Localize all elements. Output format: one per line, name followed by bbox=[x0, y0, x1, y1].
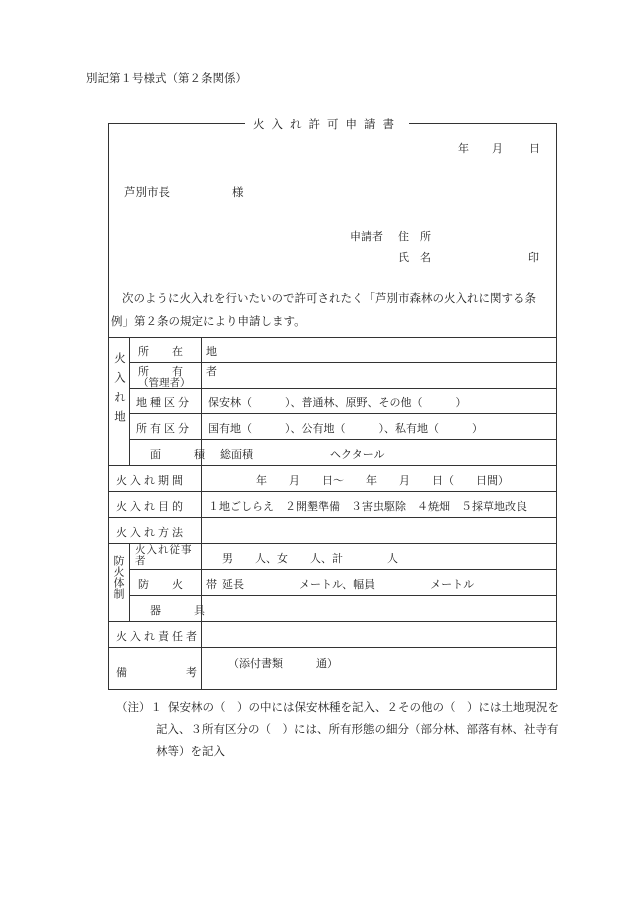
purpose-label: 火入れ目的 bbox=[116, 500, 186, 513]
note-line2: 記入、３所有区分の（ ）には、所有形態の細分（部分林、部落有林、社寺有 bbox=[156, 722, 559, 736]
note-prefix: （注）１ bbox=[116, 700, 162, 714]
addressee-name: 芦別市長 bbox=[124, 185, 170, 199]
period-value[interactable]: 年 月 日～ 年 月 日（ 日間） bbox=[256, 474, 509, 487]
period-label: 火入れ期間 bbox=[116, 474, 186, 487]
method-label: 火入れ方法 bbox=[116, 526, 186, 539]
location-field[interactable] bbox=[205, 340, 553, 360]
addressee-honorific: 様 bbox=[232, 185, 244, 199]
area-prefix: 総面積 bbox=[220, 448, 253, 461]
form-title: 火入れ許可申請書 bbox=[245, 116, 409, 132]
seal-mark: 印 bbox=[528, 251, 539, 264]
note-line3: 林等）を記入 bbox=[156, 744, 225, 758]
applicant-address-label: 住 所 bbox=[398, 230, 431, 243]
firebreak-label: 防 火 帯 bbox=[138, 578, 223, 591]
workers-value[interactable]: 男 人、女 人、計 人 bbox=[222, 552, 398, 565]
ownership-category-value[interactable]: 国有地（ ）、公有地（ ）、私有地（ ） bbox=[208, 422, 483, 435]
fire-prevention-group-label: 防火体制 bbox=[112, 555, 125, 599]
equipment-label: 器 具 bbox=[150, 604, 205, 617]
area-unit: ヘクタール bbox=[330, 448, 385, 461]
workers-label: 火入れ従事者 bbox=[135, 544, 193, 567]
ownership-category-label: 所有区分 bbox=[136, 422, 192, 435]
date-day: 日 bbox=[529, 142, 540, 155]
applicant-name-label: 氏 名 bbox=[398, 251, 431, 264]
remarks-value[interactable]: （添付書類 通） bbox=[228, 657, 338, 670]
remarks-label-right: 考 bbox=[186, 666, 197, 679]
applicant-label: 申請者 bbox=[350, 230, 383, 243]
land-group-label: 火入れ地 bbox=[113, 352, 127, 430]
remarks-label-left: 備 bbox=[116, 666, 127, 679]
area-label: 面 積 bbox=[150, 448, 205, 461]
land-category-value[interactable]: 保安林（ ）、普通林、原野、その他（ ） bbox=[208, 396, 467, 409]
date-year: 年 bbox=[458, 142, 469, 155]
method-field[interactable] bbox=[205, 520, 553, 540]
purpose-value[interactable]: １地ごしらえ ２開墾準備 ３害虫駆除 ４焼畑 ５採草地改良 bbox=[208, 500, 527, 513]
owner-sub-label: （管理者） bbox=[138, 377, 191, 389]
owner-field[interactable] bbox=[205, 366, 553, 386]
date-month: 月 bbox=[492, 142, 503, 155]
land-category-label: 地種区分 bbox=[136, 396, 192, 409]
location-label: 所 在 地 bbox=[138, 345, 223, 358]
note-line1: 保安林の（ ）の中には保安林種を記入、２その他の（ ）には土地現況を bbox=[168, 700, 559, 714]
intro-text-line1: 次のように火入れを行いたいので許可されたく「芦別市森林の火入れに関する条 bbox=[122, 291, 536, 305]
responsible-person-label: 火入れ責任者 bbox=[116, 630, 200, 643]
owner-label: 所 有 者 bbox=[138, 365, 223, 378]
form-caption: 別記第１号様式（第２条関係） bbox=[86, 71, 247, 85]
firebreak-value[interactable]: 延長 メートル、幅員 メートル bbox=[222, 578, 475, 591]
equipment-field[interactable] bbox=[205, 598, 553, 618]
responsible-person-field[interactable] bbox=[205, 624, 553, 644]
intro-text-line2: 例」第２条の規定により申請します。 bbox=[111, 314, 306, 328]
